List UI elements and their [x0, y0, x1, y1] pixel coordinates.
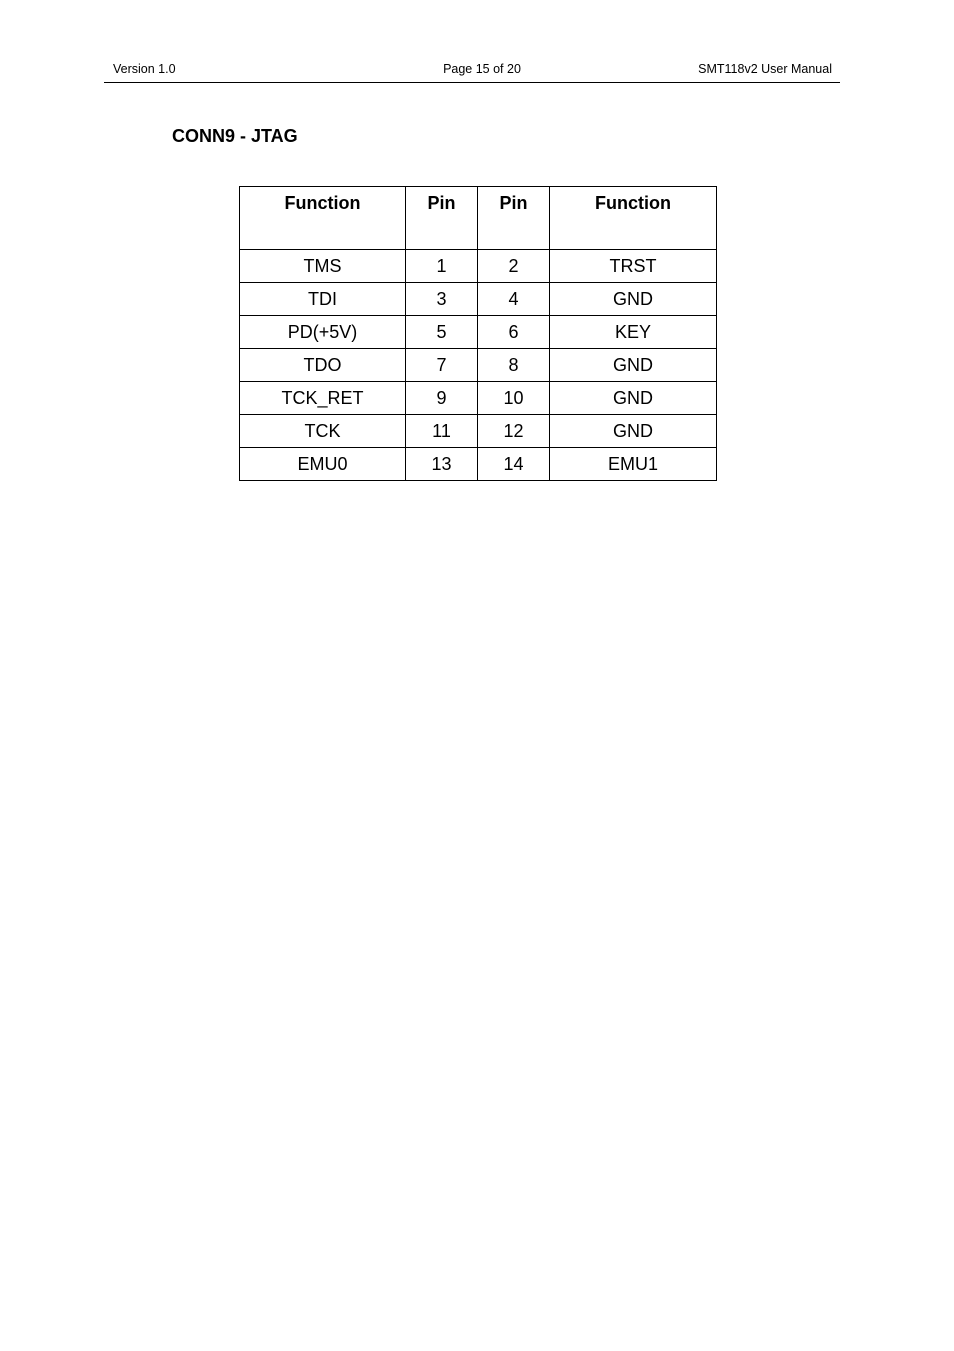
function-cell: EMU0 — [240, 448, 406, 481]
pin-cell: 9 — [406, 382, 478, 415]
pin-cell: 12 — [478, 415, 550, 448]
column-header-pin-right: Pin — [478, 187, 550, 250]
pin-cell: 13 — [406, 448, 478, 481]
function-cell: TCK_RET — [240, 382, 406, 415]
section-title: CONN9 - JTAG — [172, 126, 298, 146]
jtag-pin-table — [239, 186, 717, 481]
pin-cell: 7 — [406, 349, 478, 382]
pin-cell: 1 — [406, 250, 478, 283]
table-row — [240, 448, 717, 481]
page-header — [104, 60, 840, 83]
pin-cell: 4 — [478, 283, 550, 316]
function-cell: GND — [550, 283, 717, 316]
pin-cell: 8 — [478, 349, 550, 382]
pin-cell: 3 — [406, 283, 478, 316]
function-cell: EMU1 — [550, 448, 717, 481]
document-title: SMT118v2 User Manual — [698, 62, 832, 76]
pin-cell: 6 — [478, 316, 550, 349]
function-cell: GND — [550, 415, 717, 448]
function-cell: TCK — [240, 415, 406, 448]
column-header-function-right: Function — [550, 187, 717, 250]
function-cell: TDO — [240, 349, 406, 382]
column-header-function-left: Function — [240, 187, 406, 250]
pin-cell: 2 — [478, 250, 550, 283]
column-header-pin-left: Pin — [406, 187, 478, 250]
table-row — [240, 349, 717, 382]
table-row — [240, 382, 717, 415]
table-row — [240, 283, 717, 316]
pin-cell: 11 — [406, 415, 478, 448]
pin-cell: 10 — [478, 382, 550, 415]
page-number: Page 15 of 20 — [443, 62, 521, 76]
table-row — [240, 316, 717, 349]
function-cell: TDI — [240, 283, 406, 316]
function-cell: GND — [550, 349, 717, 382]
table-row — [240, 415, 717, 448]
table-header-row — [240, 187, 717, 250]
table-row — [240, 250, 717, 283]
function-cell: PD(+5V) — [240, 316, 406, 349]
version-label: Version 1.0 — [113, 62, 176, 76]
pin-cell: 14 — [478, 448, 550, 481]
function-cell: KEY — [550, 316, 717, 349]
function-cell: TRST — [550, 250, 717, 283]
function-cell: GND — [550, 382, 717, 415]
pin-cell: 5 — [406, 316, 478, 349]
function-cell: TMS — [240, 250, 406, 283]
